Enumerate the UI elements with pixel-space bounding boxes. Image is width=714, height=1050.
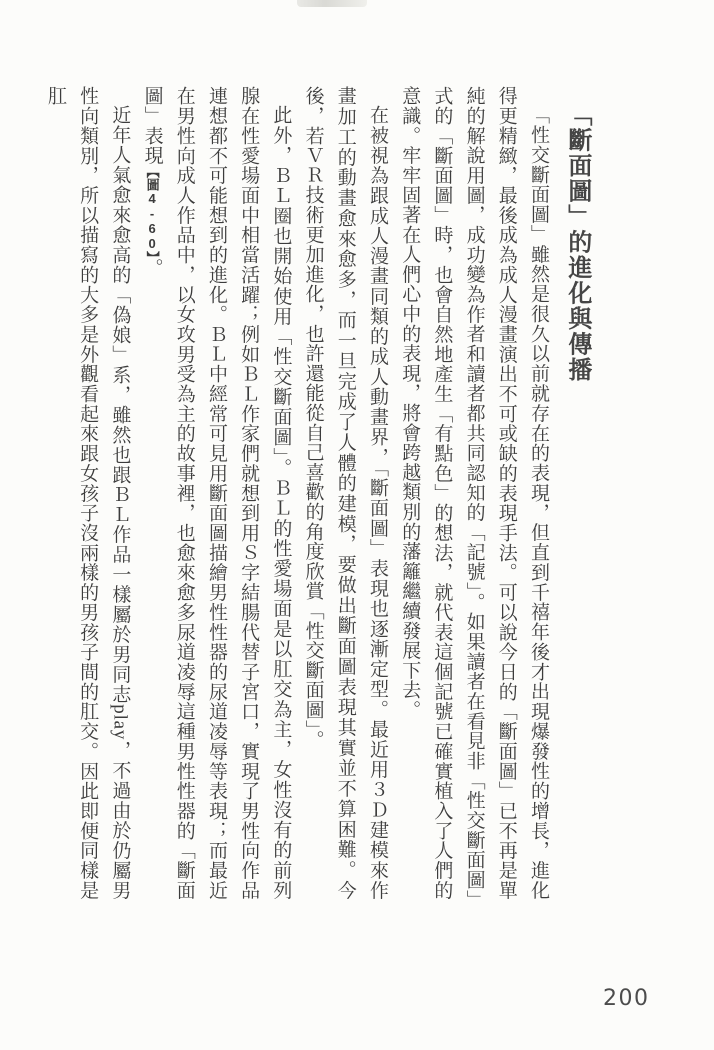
paragraph-4: 近年人氣愈來愈高的「偽娘」系，雖然也跟ＢＬ作品一樣屬於男同志play，不過由於仍屬男性向類別，所以描寫的大多是外觀看起來跟女孩子沒兩樣的男孩子間的肛交。因此即便同樣是肛 [44,86,131,900]
figure-reference: 【圖4-60】 [144,165,160,258]
article-body [39,86,554,900]
paragraph-1: 「性交斷面圖」雖然是很久以前就存在的表現，但直到千禧年後才出現爆發性的增長，進化得更精緻，最後成為成人漫畫演出不可或缺的表現手法。可以說今日的「斷面圖」已不再是單純的解說用圖，成功變為作者和讀者都共同認知的「記號」。如果讀者在看見非「性交斷面圖」式的「斷面圖」時，也會自然地產生「有點色」的想法，就代表這個記號已確實植入了人們的意識。牢牢固著在人們心中的表現，將會跨越類別的藩籬繼續發展下去。 [399,86,549,900]
paragraph-3-suffix: 。 [141,257,163,278]
paragraph-3-text: 此外，ＢＬ圈也開始使用「性交斷面圖」。ＢＬ的性愛場面是以肛交為主，女性沒有的前列腺在性愛場面中相當活躍；例如ＢＬ作家們就想到用Ｓ字結腸代替子宮口，實現了男性向作品連想都不可能想到的進化。ＢＬ中經常可見用斷面圖描繪男性性器的尿道凌辱等表現；而最近在男性向成人作品中，以女攻男受為主的故事裡，也愈來愈多尿道凌辱這種男性性器的「斷面圖」表現 [141,86,292,900]
paragraph-2: 在被視為跟成人漫畫同類的成人動畫界，「斷面圖」表現也逐漸定型。最近用３Ｄ建模來作畫加工的動畫愈來愈多，而一旦完成了人體的建模，要做出斷面圖表現其實並不算困難。今後，若ＶＲ技術更加進化，也許還能從自己喜歡的角度欣賞「性交斷面圖」。 [302,86,388,900]
paragraph-3 [135,86,296,900]
page-number: 200 [603,986,650,1011]
scan-artifact [297,0,367,7]
page-title: 「斷面圖」的進化與傳播 [563,102,591,383]
